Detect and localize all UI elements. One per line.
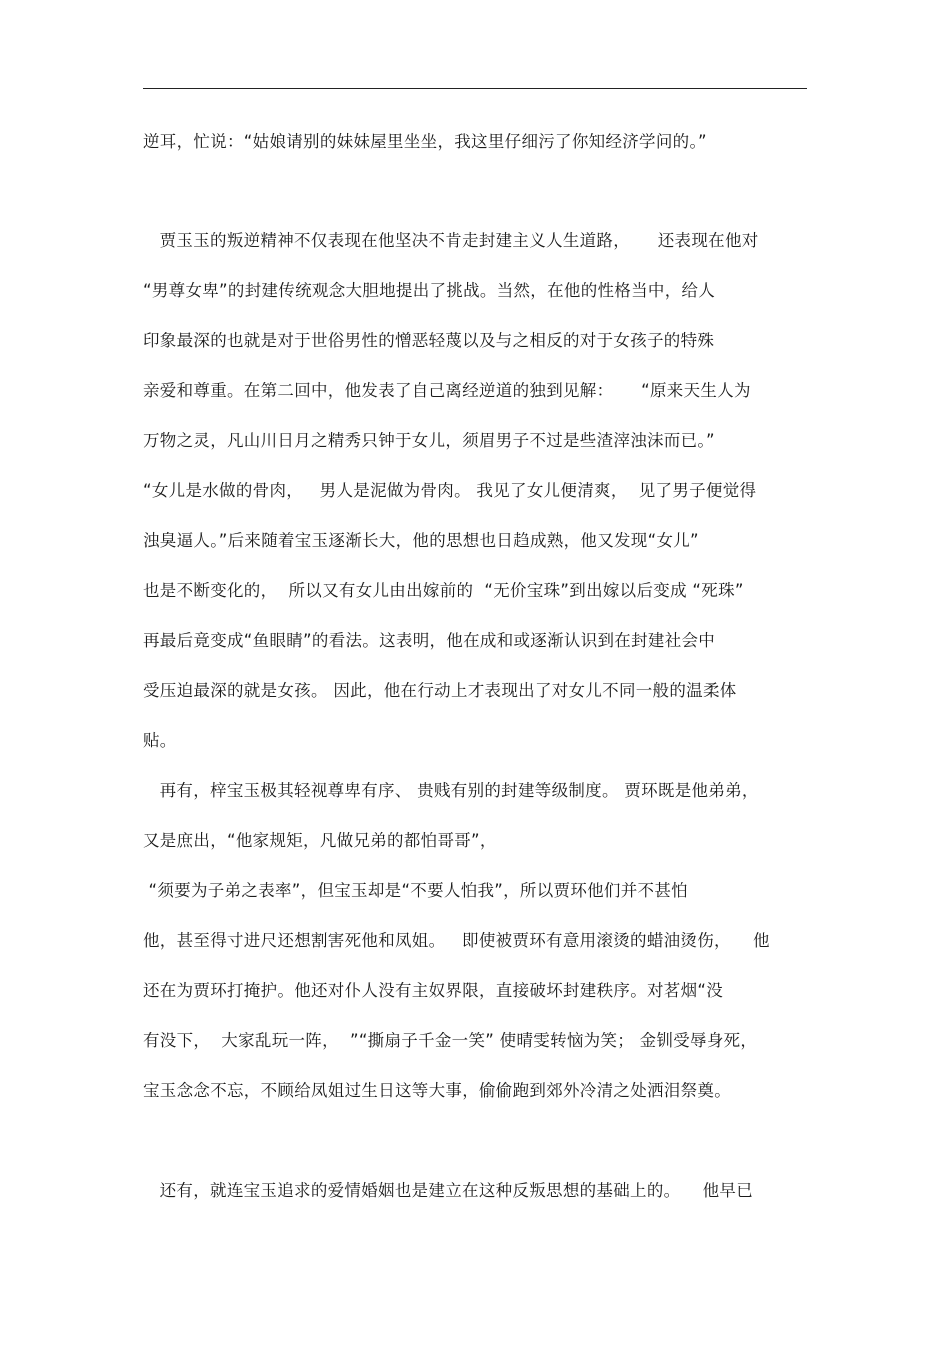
text-line: 贴。 [143, 731, 177, 750]
text-line: 再最后竟变成“鱼眼睛”的看法。这表明，他在成和或逐渐认识到在封建社会中 [143, 631, 716, 650]
text-line: 再有，梓宝玉极其轻视尊卑有序、 贵贱有别的封建等级制度。 贾环既是他弟弟， [143, 781, 759, 800]
text-line: “男尊女卑”的封建传统观念大胆地提出了挑战。当然，在他的性格当中，给人 [143, 281, 716, 300]
text-line: 也是不断变化的， 所以又有女儿由出嫁前的 “无价宝珠”到出嫁以后变成 “死珠” [143, 581, 744, 600]
text-line: 受压迫最深的就是女孩。 因此，他在行动上才表现出了对女儿不同一般的温柔体 [143, 681, 737, 700]
text-line: “女儿是水做的骨肉， 男人是泥做为骨肉。 我见了女儿便清爽， 见了男子便觉得 [143, 481, 757, 500]
text-line: 逆耳，忙说：“姑娘请别的妹妹屋里坐坐，我这里仔细污了你知经济学问的。” [143, 132, 707, 151]
text-line: 贾玉玉的叛逆精神不仅表现在他坚决不肯走封建主义人生道路， 还表现在他对 [143, 231, 759, 250]
header-rule [143, 88, 807, 89]
text-line: 还有，就连宝玉追求的爱情婚姻也是建立在这种反叛思想的基础上的。 他早已 [143, 1181, 754, 1200]
text-line: 又是庶出，“他家规矩，凡做兄弟的都怕哥哥”， [143, 831, 497, 850]
text-line: 万物之灵，凡山川日月之精秀只钟于女儿，须眉男子不过是些渣滓浊沫而已。” [143, 431, 715, 450]
text-line: 宝玉念念不忘，不顾给凤姐过生日这等大事，偷偷跑到郊外冷清之处洒泪祭奠。 [143, 1081, 731, 1100]
text-line: 印象最深的也就是对于世俗男性的憎恶轻蔑以及与之相反的对于女孩子的特殊 [143, 331, 715, 350]
text-line: 亲爱和尊重。在第二回中，他发表了自己离经逆道的独到见解： “原来天生人为 [143, 381, 751, 400]
text-line: 有没下， 大家乱玩一阵， ”“撕扇子千金一笑” 使晴雯转恼为笑； 金钏受辱身死， [143, 1031, 758, 1050]
text-line: 还在为贾环打掩护。他还对仆人没有主奴界限，直接破坏封建秩序。对茗烟“没 [143, 981, 724, 1000]
text-line: “须要为子弟之表率”，但宝玉却是“不要人怕我”，所以贾环他们并不甚怕 [143, 881, 688, 900]
text-line: 他，甚至得寸进尺还想割害死他和凤姐。 即使被贾环有意用滚烫的蜡油烫伤， 他 [143, 931, 770, 950]
text-line: 浊臭逼人。”后来随着宝玉逐渐长大，他的思想也日趋成熟，他又发现“女儿” [143, 531, 699, 550]
